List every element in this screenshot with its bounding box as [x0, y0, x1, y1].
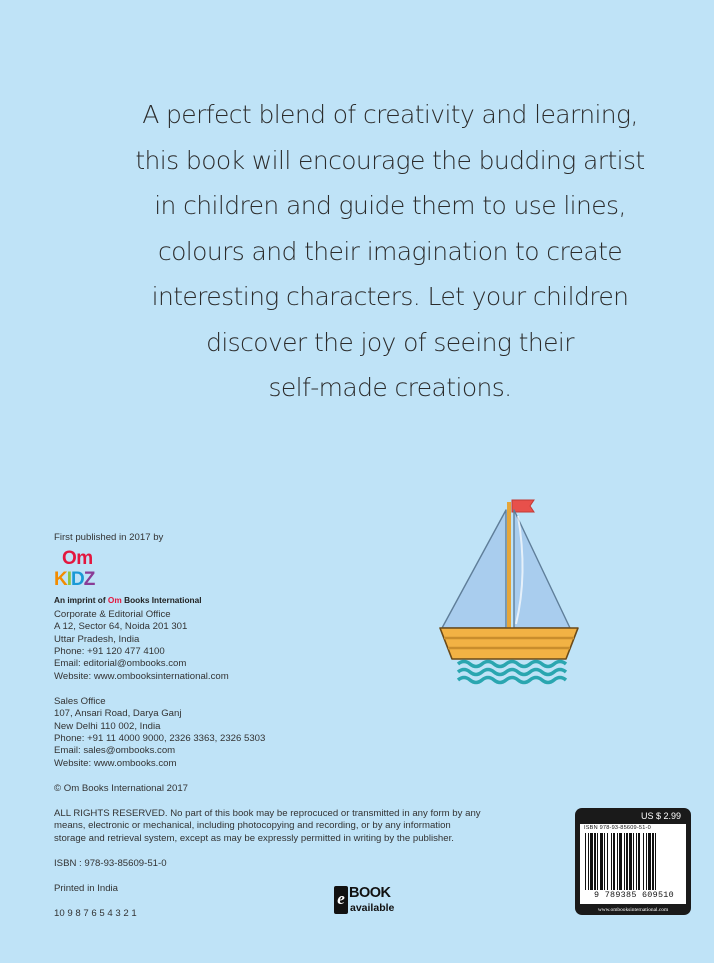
printed-in: Printed in India — [54, 882, 118, 894]
blurb-line-5: interesting characters. Let your children — [151, 282, 629, 311]
sales-email: Email: sales@ombooks.com — [54, 745, 176, 757]
corporate-address-2: Uttar Pradesh, India — [54, 633, 140, 645]
ebook-book-label: BOOK — [349, 885, 391, 901]
sales-address-2: New Delhi 110 002, India — [54, 720, 161, 732]
isbn: ISBN : 978-93-85609-51-0 — [54, 857, 167, 869]
corporate-phone: Phone: +91 120 477 4100 — [54, 646, 165, 658]
barcode-panel — [580, 824, 686, 904]
ebook-available-badge — [334, 885, 398, 917]
corporate-email: Email: editorial@ombooks.com — [54, 658, 187, 670]
sales-phone: Phone: +91 11 4000 9000, 2326 3363, 2326 5303 — [54, 733, 266, 745]
corporate-address-1: A 12, Sector 64, Noida 201 301 — [54, 621, 188, 633]
barcode-url: www.ombooksinternational.com — [597, 907, 669, 913]
blurb-line-1: A perfect blend of creativity and learning, — [142, 100, 638, 129]
logo-om: Om — [62, 548, 93, 570]
sales-address-1: 107, Ansari Road, Darya Ganj — [54, 708, 182, 720]
blurb-line-7: self-made creations. — [268, 373, 512, 402]
copyright-notice: © Om Books International 2017 — [54, 782, 188, 794]
rights-line-2: means, electronic or mechanical, including photocopying and recording, or by any information — [54, 820, 451, 832]
back-cover-blurb — [120, 92, 660, 411]
barcode-bars-icon — [584, 833, 682, 890]
blurb-line-4: colours and their imagination to create — [157, 236, 623, 266]
rights-line-3: storage and retrieval system, except as may be expressly permitted in writing by the publisher. — [54, 832, 454, 844]
blurb-line-2: this book will encourage the budding artist — [135, 145, 645, 175]
corporate-website: Website: www.ombooksinternational.com — [54, 670, 229, 682]
rights-line-1: ALL RIGHTS RESERVED. No part of this book may be reprocuced or transmitted in any form by any — [54, 807, 481, 819]
barcode-isbn: ISBN 978-93-85609-51-0 — [584, 825, 651, 831]
om-kidz-logo — [54, 548, 114, 592]
barcode-label — [575, 808, 691, 915]
sales-website: Website: www.ombooks.com — [54, 757, 177, 769]
print-line: 10 9 8 7 6 5 4 3 2 1 — [54, 907, 137, 919]
barcode-digits: 9 789385 609510 — [594, 890, 674, 900]
imprint-tagline: An imprint of Om Books International — [54, 595, 202, 606]
blurb-line-6: discover the joy of seeing their — [206, 327, 574, 357]
corporate-office-title: Corporate & Editorial Office — [54, 608, 171, 620]
sales-office-title: Sales Office — [54, 695, 106, 707]
first-published: First published in 2017 by — [54, 532, 164, 543]
publisher-imprint — [54, 532, 524, 920]
ebook-available-label: available — [350, 902, 395, 914]
blurb-line-3: in children and guide them to use lines, — [154, 191, 626, 220]
ebook-e-icon: e — [334, 886, 348, 914]
price-label: US $ 2.99 — [640, 811, 681, 821]
logo-kidz: KIDZ — [54, 569, 95, 591]
